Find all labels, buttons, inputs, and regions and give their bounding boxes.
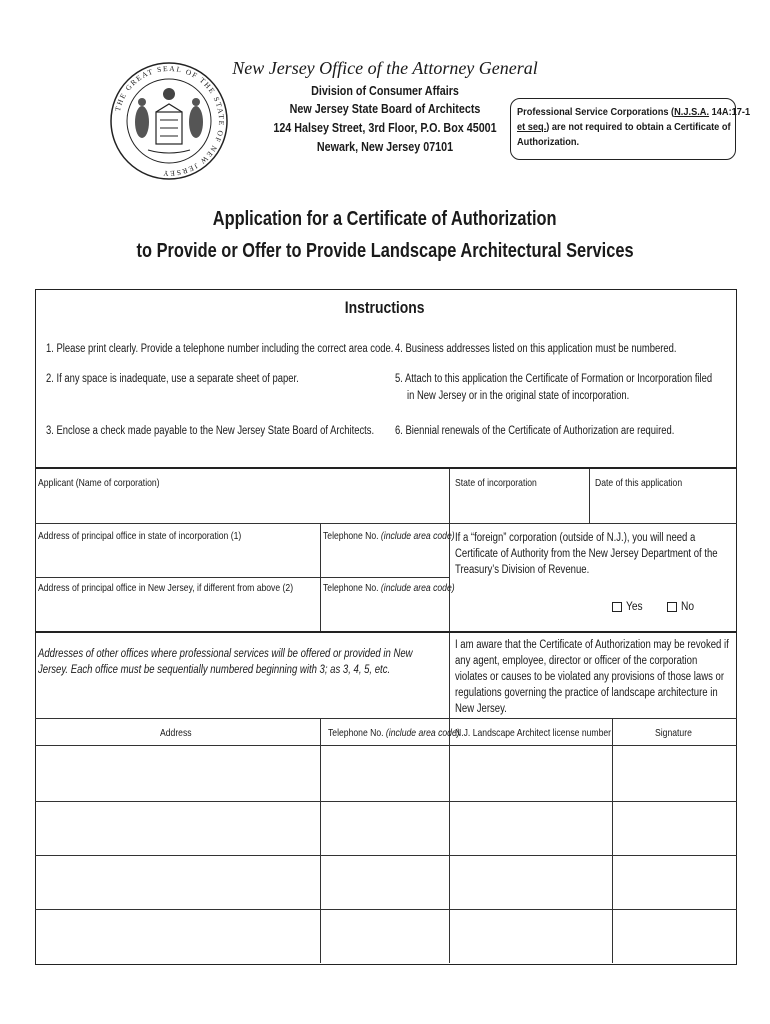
divider bbox=[449, 523, 450, 631]
instruction-3: 3. Enclose a check made payable to the New Jersey State Board of Architects. bbox=[46, 425, 375, 437]
address-1-field[interactable] bbox=[36, 546, 320, 576]
state-incorporation-field[interactable] bbox=[450, 490, 588, 522]
office-5-address-field[interactable] bbox=[36, 856, 320, 908]
applicant-field[interactable] bbox=[36, 470, 448, 522]
col-signature-header: Signature bbox=[655, 727, 692, 739]
col-address-header: Address bbox=[160, 727, 192, 739]
instruction-5: 5. Attach to this application the Certificate of Formation or Incorporation filed bbox=[395, 373, 713, 385]
form-title-line1: Application for a Certificate of Authorization bbox=[213, 208, 557, 230]
psc-note-box: Professional Service Corporations (N.J.S.A. 14A:17-1 et seq.) are not required to obtain a Certificate of Authorization. bbox=[510, 98, 736, 160]
telephone-1-label: Telephone No. (include area code) bbox=[323, 530, 455, 542]
instruction-6: 6. Biennial renewals of the Certificate of Authorization are required. bbox=[395, 425, 675, 437]
no-checkbox[interactable] bbox=[667, 602, 677, 612]
row-line bbox=[35, 523, 737, 524]
instruction-4: 4. Business addresses listed on this application must be numbered. bbox=[395, 343, 677, 355]
office-4-address-field[interactable] bbox=[36, 802, 320, 854]
date-application-label: Date of this application bbox=[595, 477, 683, 489]
svg-text:THE GREAT SEAL OF THE STATE OF: THE GREAT SEAL OF THE STATE OF NEW JERSEY bbox=[113, 63, 227, 179]
office-3-telephone-field[interactable] bbox=[321, 746, 448, 800]
col-telephone-header: Telephone No. (include area code) bbox=[328, 727, 460, 739]
row-line bbox=[35, 718, 737, 719]
instruction-1: 1. Please print clearly. Provide a telephone number including the correct area code. bbox=[46, 343, 394, 355]
divider bbox=[320, 523, 321, 631]
board-name: New Jersey State Board of Architects bbox=[289, 102, 481, 116]
instruction-5-cont: in New Jersey or in the original state of incorporation. bbox=[407, 390, 630, 402]
telephone-2-label: Telephone No. (include area code) bbox=[323, 582, 455, 594]
form-title-line2: to Provide or Offer to Provide Landscape Architectural Services bbox=[136, 240, 634, 262]
instruction-2: 2. If any space is inadequate, use a separate sheet of paper. bbox=[46, 373, 299, 385]
office-5-telephone-field[interactable] bbox=[321, 856, 448, 908]
telephone-1-field[interactable] bbox=[321, 546, 447, 576]
njsa-citation: N.J.S.A. bbox=[674, 106, 710, 118]
state-seal-logo bbox=[108, 60, 230, 182]
license-3-field[interactable] bbox=[450, 856, 611, 908]
telephone-2-field[interactable] bbox=[321, 598, 447, 628]
office-6-telephone-field[interactable] bbox=[321, 910, 448, 962]
office-title: New Jersey Office of the Attorney General bbox=[232, 58, 538, 78]
state-incorporation-label: State of incorporation bbox=[455, 477, 537, 489]
no-option[interactable]: No bbox=[667, 599, 696, 613]
street-address: 124 Halsey Street, 3rd Floor, P.O. Box 45001 bbox=[273, 121, 497, 135]
license-4-field[interactable] bbox=[450, 910, 611, 962]
section-divider bbox=[35, 467, 737, 469]
revocation-note: I am aware that the Certificate of Authorization may be revoked if any agent, employee, director or officer of the corporation violates or causes to be violated any provisions of those laws or regulations governing the practice of landscape architecture in New Jersey. bbox=[455, 639, 729, 715]
license-2-field[interactable] bbox=[450, 802, 611, 854]
license-1-field[interactable] bbox=[450, 746, 611, 800]
office-3-address-field[interactable] bbox=[36, 746, 320, 800]
office-6-address-field[interactable] bbox=[36, 910, 320, 962]
row-line bbox=[35, 577, 449, 578]
instructions-heading: Instructions bbox=[345, 298, 425, 317]
signature-1-field[interactable] bbox=[613, 746, 734, 800]
applicant-label: Applicant (Name of corporation) bbox=[38, 477, 160, 489]
address-1-label: Address of principal office in state of incorporation (1) bbox=[38, 530, 242, 542]
section-divider bbox=[35, 631, 737, 633]
signature-3-field[interactable] bbox=[613, 856, 734, 908]
date-application-field[interactable] bbox=[590, 490, 734, 522]
yes-option[interactable]: Yes bbox=[612, 599, 646, 613]
office-4-telephone-field[interactable] bbox=[321, 802, 448, 854]
other-offices-note: Addresses of other offices where professional services will be offered or provided in New Jersey. Each office must be sequentially numbered beginning with 3; as 3, 4, 5, etc. bbox=[38, 648, 413, 676]
signature-4-field[interactable] bbox=[613, 910, 734, 962]
foreign-corporation-note: If a “foreign” corporation (outside of N.J.), you will need a Certificate of Authority from the New Jersey Department of the Treasury’s Division of Revenue. bbox=[455, 532, 718, 576]
city-address: Newark, New Jersey 07101 bbox=[316, 140, 454, 154]
col-license-header: N.J. Landscape Architect license number bbox=[455, 727, 612, 739]
signature-2-field[interactable] bbox=[613, 802, 734, 854]
address-2-label: Address of principal office in New Jersey, if different from above (2) bbox=[38, 582, 294, 594]
yes-checkbox[interactable] bbox=[612, 602, 622, 612]
address-2-field[interactable] bbox=[36, 598, 320, 628]
et-seq-citation: et seq. bbox=[517, 121, 547, 133]
division-name: Division of Consumer Affairs bbox=[311, 84, 459, 98]
